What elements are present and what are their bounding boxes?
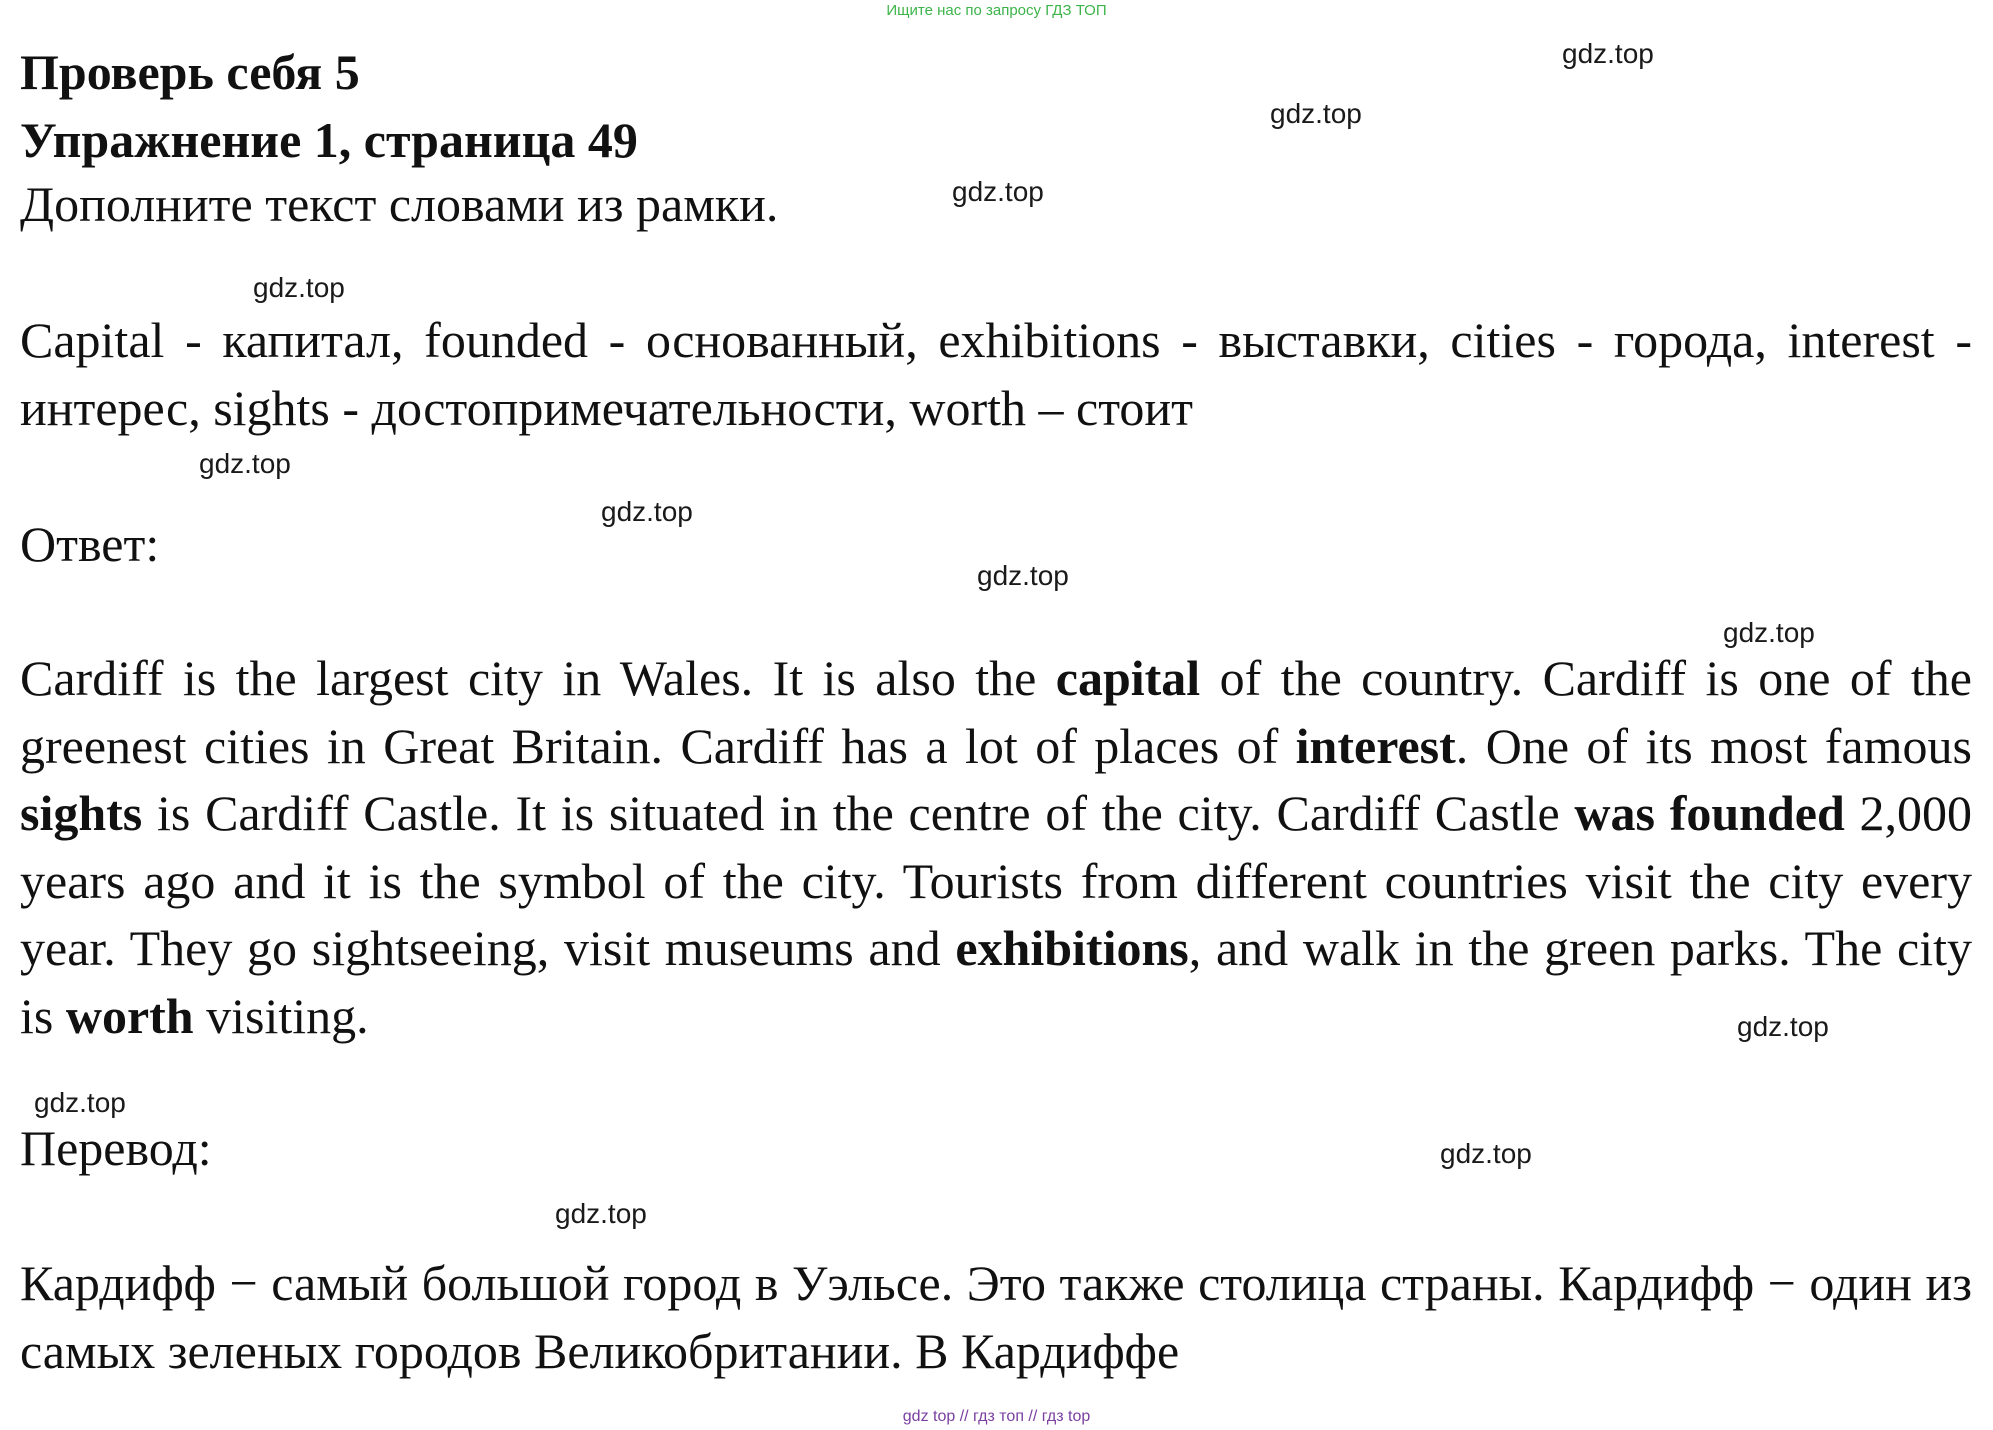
exercise-title: Упражнение 1, страница 49 <box>20 112 638 168</box>
watermark: gdz.top <box>199 448 291 479</box>
header-search-note: Ищите нас по запросу ГДЗ ТОП <box>886 2 1107 19</box>
watermark: gdz.top <box>1440 1138 1532 1169</box>
watermark: gdz.top <box>253 272 345 303</box>
answer-keyword: exhibitions <box>955 920 1189 976</box>
watermark: gdz.top <box>601 496 693 527</box>
answer-segment: Cardiff is the largest city in Wales. It is also the <box>20 650 1056 706</box>
answer-label: Ответ: <box>20 516 160 572</box>
answer-keyword: sights <box>20 785 143 841</box>
watermark: gdz.top <box>34 1087 126 1118</box>
answer-segment: is Cardiff Castle. It is situated in the centre of the city. Cardiff Castle <box>142 785 1575 841</box>
footer-note: gdz top // гдз топ // гдз top <box>902 1408 1091 1425</box>
answer-segment: 2,000 years ago and it is the symbol of the city. Tourists from different countries visit the city every year. They go sightseeing, visit museums and <box>20 785 1973 976</box>
answer-keyword: capital <box>1055 650 1201 706</box>
answer-keyword: interest <box>1295 717 1456 774</box>
watermark: gdz.top <box>555 1198 647 1229</box>
answer-segment: of the country. Cardiff is one of the greenest cities in Great Britain. Cardiff has a lot of places of <box>20 650 1972 774</box>
translation-text: Кардифф − самый большой город в Уэльсе. Это также столица страны. Кардифф − один из самых зеленых городов Великобритании. В Кардиффе <box>20 1255 1972 1379</box>
answer-keyword: worth <box>65 987 194 1044</box>
answer-keyword: was founded <box>1574 785 1845 841</box>
answer-segment: , and walk in the green parks. The city is <box>20 920 1972 1044</box>
watermark: gdz.top <box>952 176 1044 207</box>
word-list: Capital - капитал, founded - основанный, exhibitions - выставки, cities - города, interest - интерес, sights - достопримечательности, worth – стоит <box>20 312 1972 436</box>
translation-label: Перевод: <box>20 1120 212 1176</box>
watermark: gdz.top <box>1737 1011 1829 1042</box>
watermark: gdz.top <box>1270 98 1362 129</box>
page-title: Проверь себя 5 <box>20 44 360 100</box>
watermark: gdz.top <box>977 560 1069 591</box>
exercise-instruction: Дополните текст словами из рамки. <box>20 176 779 232</box>
watermark: gdz.top <box>1723 617 1815 648</box>
watermark: gdz.top <box>1562 38 1654 69</box>
answer-segment: . One of its most famous <box>1455 717 1972 774</box>
answer-segment: visiting. <box>193 987 369 1044</box>
answer-text <box>20 645 1972 1050</box>
